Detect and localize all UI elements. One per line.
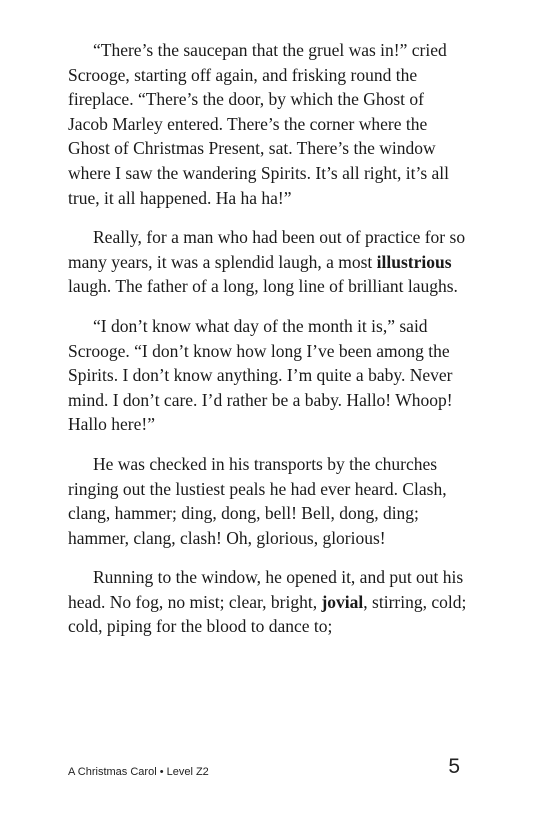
paragraph: [68, 565, 468, 639]
story-text: [68, 38, 468, 654]
text-segment: He was checked in his transports by the churches ringing out the lustiest peals he had ever heard. Clash, clang, hammer; ding, dong, bell! Bell, dong, ding; hammer, clang, clash! Oh, glorious, glorious!: [68, 453, 447, 548]
paragraph: [68, 452, 468, 550]
text-segment: “I don’t know what day of the month it is,” said Scrooge. “I don’t know how long I’ve been among the Spirits. I don’t know anything. I’m quite a baby. Never mind. I don’t care. I’d rather be a baby. Hallo! Whoop! Hallo here!”: [68, 315, 453, 435]
paragraph: [68, 38, 468, 210]
vocabulary-word: jovial: [321, 591, 364, 612]
text-segment: Really, for a man who had been out of practice for so many years, it was a splendid laugh, a most: [68, 227, 466, 272]
vocabulary-word: illustrious: [376, 251, 452, 272]
text-segment: Running to the window, he opened it, and put out his head. No fog, no mist; clear, bright,: [68, 567, 464, 612]
paragraph: [68, 225, 468, 299]
footer-book-title: A Christmas Carol • Level Z2: [68, 766, 209, 778]
text-segment: laugh. The father of a long, long line of brilliant laughs.: [68, 276, 458, 297]
paragraph: [68, 314, 468, 437]
text-segment: “There’s the saucepan that the gruel was in!” cried Scrooge, starting off again, and frisking round the fireplace. “There’s the door, by which the Ghost of Jacob Marley entered. There’s the corner where the Ghost of Christmas Present, sat. There’s the window where I saw the wandering Spirits. It’s all right, it’s all true, it all happened. Ha ha ha!”: [68, 40, 450, 208]
text-segment: , stirring, cold; cold, piping for the blood to dance to;: [68, 591, 467, 637]
page-number: 5: [448, 755, 460, 778]
